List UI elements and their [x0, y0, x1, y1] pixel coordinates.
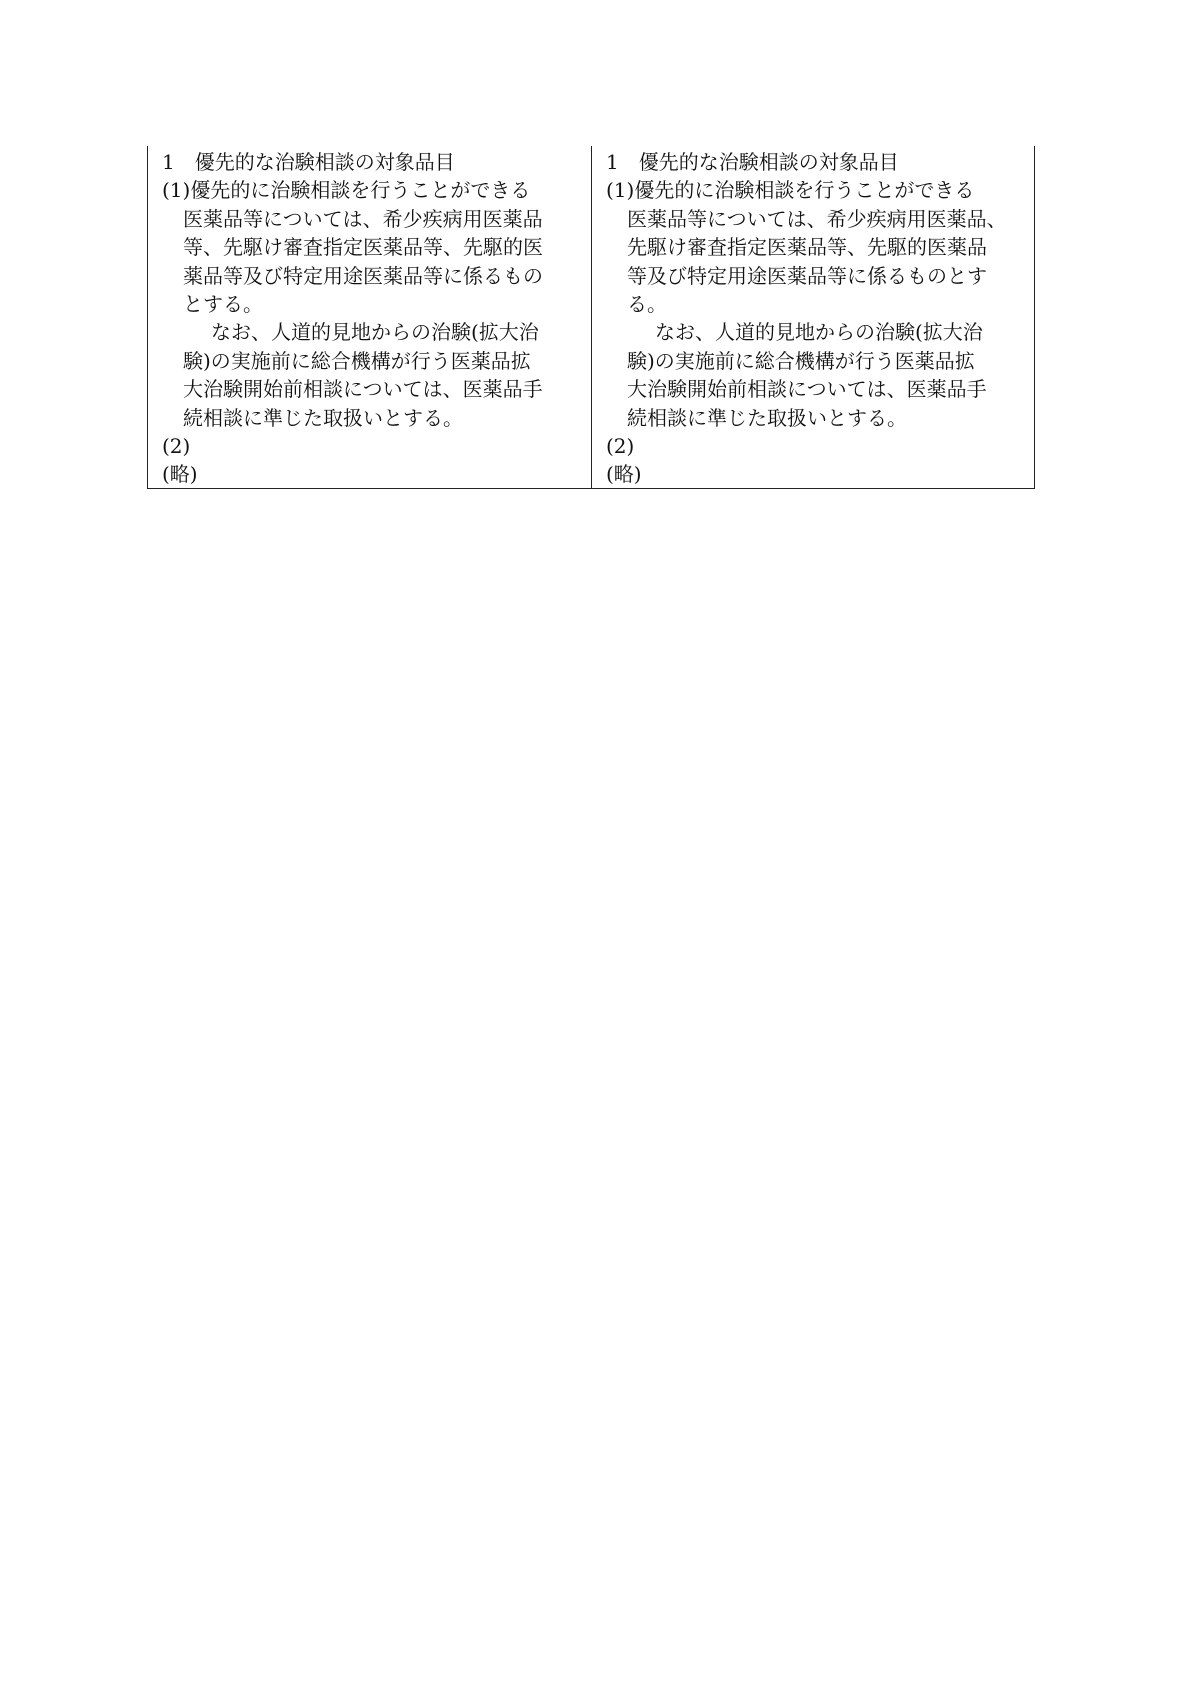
- left-item1-line: 薬品等及び特定用途医薬品等に係るもの: [183, 263, 543, 288]
- left-heading: 1 優先的な治験相談の対象品目: [162, 150, 455, 174]
- right-note-line: 験)の実施前に総合機構が行う医薬品拡: [627, 348, 975, 373]
- right-item1-line: (1)優先的に治験相談を行うことができる: [606, 178, 975, 203]
- left-item1-line: とする。: [183, 291, 263, 316]
- right-note-line: 大治験開始前相談については、医薬品手: [627, 377, 987, 402]
- left-item2: (2): [162, 433, 191, 458]
- left-note-line: 験)の実施前に総合機構が行う医薬品拡: [183, 348, 531, 373]
- left-note-line: 大治験開始前相談については、医薬品手: [183, 377, 543, 402]
- right-omitted: (略): [606, 462, 642, 487]
- right-item1-line: る。: [627, 291, 667, 316]
- right-item1-line: 先駆け審査指定医薬品等、先駆的医薬品: [627, 235, 987, 260]
- left-item1-line: 等、先駆け審査指定医薬品等、先駆的医: [183, 235, 543, 260]
- right-note-line: なお、人道的見地からの治験(拡大治: [655, 320, 983, 345]
- left-column: [148, 146, 591, 488]
- left-note-line: なお、人道的見地からの治験(拡大治: [211, 320, 539, 345]
- right-item1-line: 等及び特定用途医薬品等に係るものとす: [627, 263, 987, 288]
- left-note-line: 続相談に準じた取扱いとする。: [183, 405, 463, 430]
- right-heading: 1 優先的な治験相談の対象品目: [606, 150, 899, 174]
- left-item1-line: (1)優先的に治験相談を行うことができる: [162, 178, 531, 203]
- comparison-table: [147, 146, 1035, 489]
- left-item1-line: 医薬品等については、希少疾病用医薬品: [183, 206, 543, 231]
- right-column: [591, 146, 1034, 488]
- right-note-line: 続相談に準じた取扱いとする。: [627, 405, 907, 430]
- right-item2: (2): [606, 433, 635, 458]
- left-omitted: (略): [162, 462, 198, 487]
- right-item1-line: 医薬品等については、希少疾病用医薬品、: [627, 206, 1007, 231]
